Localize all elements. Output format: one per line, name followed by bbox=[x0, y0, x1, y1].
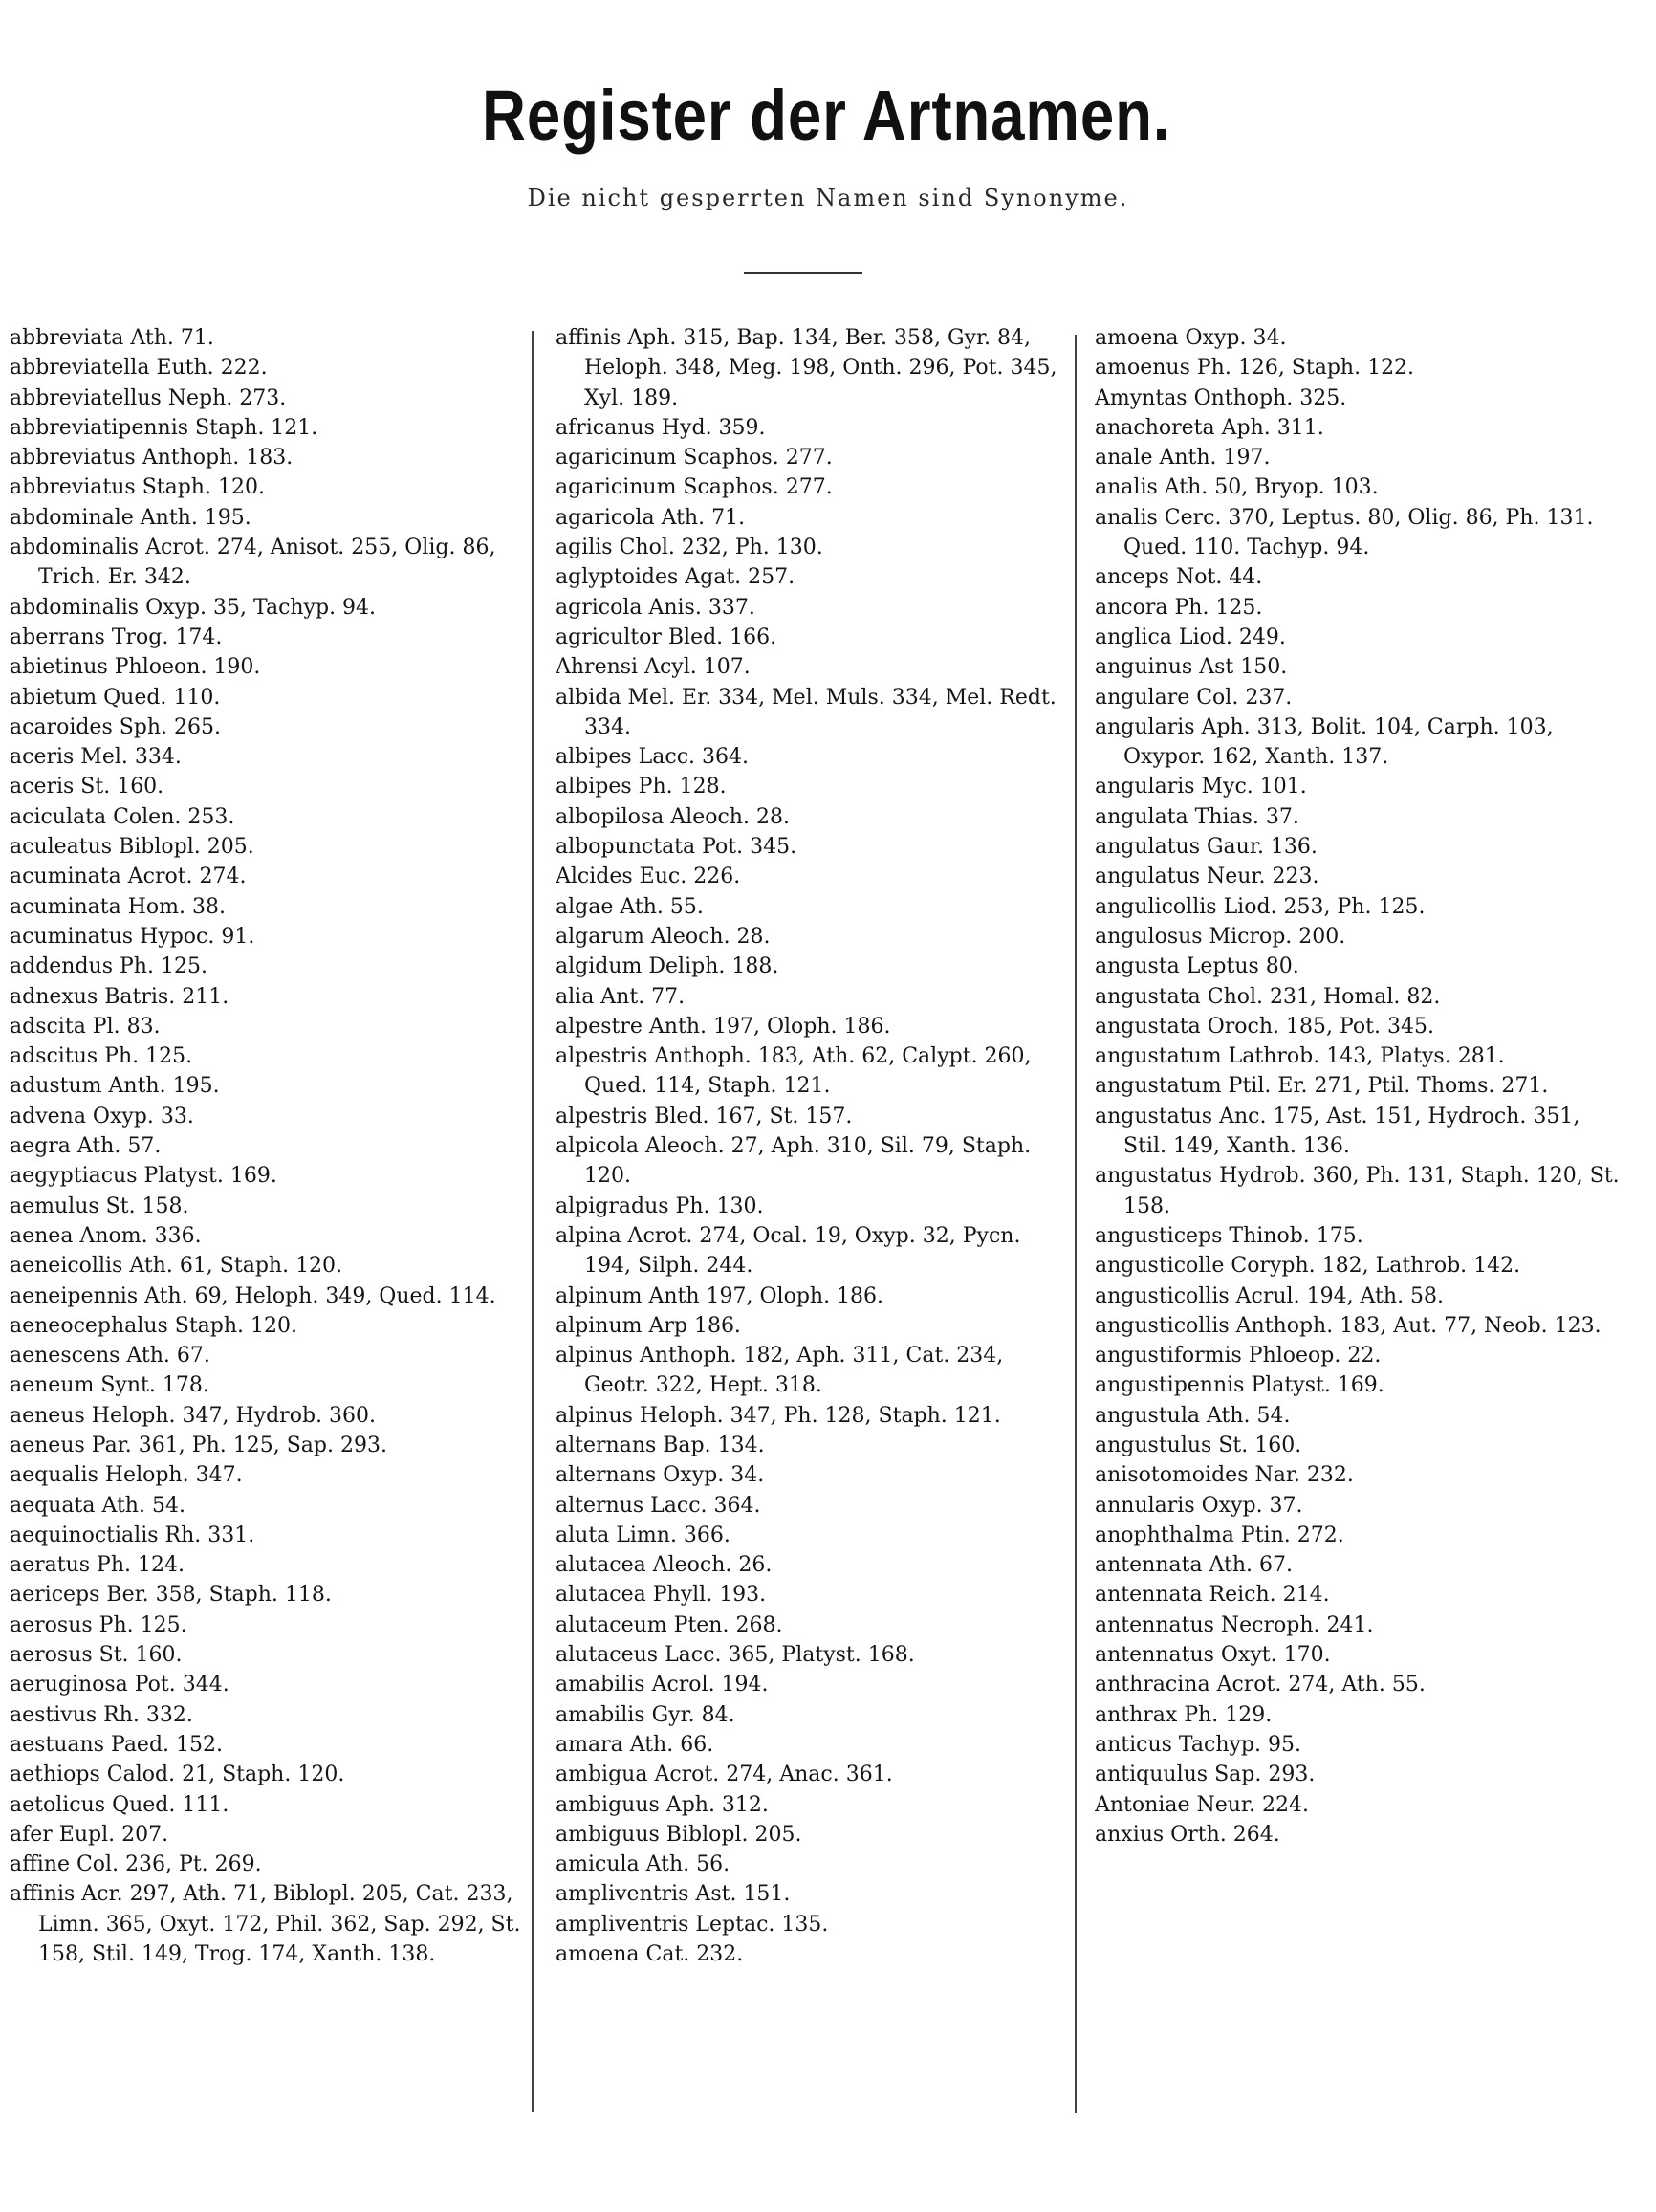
index-entry: angustipennis Platyst. 169. bbox=[1095, 1373, 1384, 1398]
index-entry: analis Ath. 50, Bryop. 103. bbox=[1095, 475, 1379, 500]
index-entry: alpina Acrot. 274, Ocal. 19, Oxyp. 32, Pycn. 194, Silph. 244. bbox=[556, 1223, 1021, 1279]
index-list-3 bbox=[1095, 323, 1621, 1850]
index-entry: Alcides Euc. 226. bbox=[556, 865, 741, 889]
index-entry: ambigua Acrot. 274, Anac. 361. bbox=[556, 1763, 893, 1787]
index-entry: acuminata Hom. 38. bbox=[10, 894, 227, 919]
index-entry: angusta Leptus 80. bbox=[1095, 954, 1299, 979]
index-entry: acuminatus Hypoc. 91. bbox=[10, 924, 255, 949]
index-entry: amoena Oxyp. 34. bbox=[1095, 326, 1287, 350]
index-entry: aeneocephalus Staph. 120. bbox=[10, 1313, 298, 1338]
index-column-1 bbox=[10, 323, 521, 2121]
index-entry: aeneus Heloph. 347, Hydrob. 360. bbox=[10, 1403, 376, 1428]
index-entry: angustatus Hydrob. 360, Ph. 131, Staph. 120, St. 158. bbox=[1095, 1164, 1620, 1218]
index-entry: alpinum Anth 197, Oloph. 186. bbox=[556, 1283, 884, 1308]
index-entry: angulatus Gaur. 136. bbox=[1095, 835, 1318, 860]
index-entry: abbreviatus Staph. 120. bbox=[10, 475, 265, 500]
index-entry: aestivus Rh. 332. bbox=[10, 1702, 193, 1727]
index-entry: anglica Liod. 249. bbox=[1095, 624, 1286, 649]
index-entry: amara Ath. 66. bbox=[556, 1732, 714, 1757]
index-entry: alternans Bap. 134. bbox=[556, 1433, 765, 1457]
index-entry: Ahrensi Acyl. 107. bbox=[556, 655, 751, 680]
index-entry: ambiguus Biblopl. 205. bbox=[556, 1822, 802, 1847]
index-entry: antiquulus Sap. 293. bbox=[1095, 1763, 1316, 1787]
index-entry: amoenus Ph. 126, Staph. 122. bbox=[1095, 356, 1415, 381]
index-entry: angulicollis Liod. 253, Ph. 125. bbox=[1095, 894, 1426, 919]
index-entry: anthracina Acrot. 274, Ath. 55. bbox=[1095, 1673, 1426, 1697]
index-entry: angusticolle Coryph. 182, Lathrob. 142. bbox=[1095, 1254, 1521, 1279]
index-entry: adscita Pl. 83. bbox=[10, 1014, 161, 1039]
index-entry: aeruginosa Pot. 344. bbox=[10, 1673, 229, 1697]
index-entry: abbreviatus Anthoph. 183. bbox=[10, 446, 294, 471]
index-entry: abbreviata Ath. 71. bbox=[10, 326, 214, 350]
index-entry: aenea Anom. 336. bbox=[10, 1223, 202, 1248]
index-entry: alternus Lacc. 364. bbox=[556, 1493, 761, 1518]
index-entry: angusticollis Acrul. 194, Ath. 58. bbox=[1095, 1283, 1445, 1308]
index-entry: aceris Mel. 334. bbox=[10, 745, 182, 770]
index-entry: ambiguus Aph. 312. bbox=[556, 1792, 769, 1817]
index-entry: ancora Ph. 125. bbox=[1095, 595, 1263, 620]
index-entry: aeneus Par. 361, Ph. 125, Sap. 293. bbox=[10, 1433, 387, 1457]
index-entry: aeneipennis Ath. 69, Heloph. 349, Qued. 114. bbox=[10, 1283, 496, 1308]
index-entry: anale Anth. 197. bbox=[1095, 446, 1271, 471]
index-entry: angulosus Microp. 200. bbox=[1095, 924, 1346, 949]
index-entry: abdominalis Oxyp. 35, Tachyp. 94. bbox=[10, 595, 377, 620]
index-entry: alpinus Heloph. 347, Ph. 128, Staph. 121. bbox=[556, 1403, 1001, 1428]
index-entry: aculeatus Biblopl. 205. bbox=[10, 835, 254, 860]
index-entry: amabilis Acrol. 194. bbox=[556, 1673, 769, 1697]
index-entry: aequalis Heloph. 347. bbox=[10, 1463, 243, 1488]
index-entry: agaricola Ath. 71. bbox=[556, 505, 746, 530]
index-entry: abbreviatellus Neph. 273. bbox=[10, 385, 287, 410]
index-entry: angulata Thias. 37. bbox=[1095, 804, 1299, 829]
index-entry: alpestris Anthoph. 183, Ath. 62, Calypt. 260, Qued. 114, Staph. 121. bbox=[556, 1044, 1032, 1099]
index-entry: advena Oxyp. 33. bbox=[10, 1104, 194, 1128]
index-entry: aenescens Ath. 67. bbox=[10, 1344, 210, 1369]
index-entry: alpestris Bled. 167, St. 157. bbox=[556, 1104, 853, 1128]
index-column-2 bbox=[556, 323, 1072, 2121]
index-entry: amoena Cat. 232. bbox=[556, 1942, 744, 1967]
index-entry: adnexus Batris. 211. bbox=[10, 984, 229, 1009]
index-entry: angularis Myc. 101. bbox=[1095, 775, 1307, 799]
column-divider-1 bbox=[532, 331, 534, 2112]
index-entry: albida Mel. Er. 334, Mel. Muls. 334, Mel. Redt. 334. bbox=[556, 685, 1057, 739]
title-divider bbox=[744, 272, 862, 274]
index-entry: aestuans Paed. 152. bbox=[10, 1732, 224, 1757]
index-entry: aethiops Calod. 21, Staph. 120. bbox=[10, 1763, 345, 1787]
index-entry: aegyptiacus Platyst. 169. bbox=[10, 1164, 277, 1189]
index-entry: anceps Not. 44. bbox=[1095, 565, 1263, 590]
index-entry: antennatus Oxyt. 170. bbox=[1095, 1643, 1331, 1668]
index-entry: aglyptoides Agat. 257. bbox=[556, 565, 795, 590]
index-entry: angulare Col. 237. bbox=[1095, 685, 1293, 710]
index-entry: amabilis Gyr. 84. bbox=[556, 1702, 735, 1727]
column-divider-2 bbox=[1075, 335, 1077, 2113]
index-entry: affinis Aph. 315, Bap. 134, Ber. 358, Gyr. 84, Heloph. 348, Meg. 198, Onth. 296, Pot. 345, Xyl. 189. bbox=[556, 326, 1057, 410]
index-entry: acuminata Acrot. 274. bbox=[10, 865, 247, 889]
index-entry: antennata Reich. 214. bbox=[1095, 1583, 1330, 1608]
index-column-3 bbox=[1095, 323, 1621, 2121]
index-entry: aberrans Trog. 174. bbox=[10, 624, 223, 649]
index-entry: aeneicollis Ath. 61, Staph. 120. bbox=[10, 1254, 343, 1279]
index-entry: alpinus Anthoph. 182, Aph. 311, Cat. 234, Geotr. 322, Hept. 318. bbox=[556, 1344, 1004, 1398]
index-entry: amicula Ath. 56. bbox=[556, 1852, 730, 1877]
index-entry: affine Col. 236, Pt. 269. bbox=[10, 1852, 262, 1877]
index-entry: algae Ath. 55. bbox=[556, 894, 704, 919]
index-entry: angulatus Neur. 223. bbox=[1095, 865, 1319, 889]
index-entry: alpestre Anth. 197, Oloph. 186. bbox=[556, 1014, 891, 1039]
index-entry: afer Eupl. 207. bbox=[10, 1822, 169, 1847]
index-entry: albipes Ph. 128. bbox=[556, 775, 727, 799]
index-entry: Amyntas Onthoph. 325. bbox=[1095, 385, 1347, 410]
index-entry: anthrax Ph. 129. bbox=[1095, 1702, 1273, 1727]
index-entry: acaroides Sph. 265. bbox=[10, 714, 222, 739]
index-list-2 bbox=[556, 323, 1072, 1969]
index-entry: angustiformis Phloeop. 22. bbox=[1095, 1344, 1382, 1369]
index-entry: agricultor Bled. 166. bbox=[556, 624, 777, 649]
index-entry: angustatum Ptil. Er. 271, Ptil. Thoms. 271. bbox=[1095, 1074, 1549, 1099]
index-list-1 bbox=[10, 323, 521, 1969]
index-entry: angustata Chol. 231, Homal. 82. bbox=[1095, 984, 1441, 1009]
index-entry: alutaceus Lacc. 365, Platyst. 168. bbox=[556, 1643, 915, 1668]
index-entry: aequinoctialis Rh. 331. bbox=[10, 1522, 255, 1547]
index-entry: aetolicus Qued. 111. bbox=[10, 1792, 229, 1817]
index-entry: aemulus St. 158. bbox=[10, 1194, 189, 1218]
index-entry: anxius Orth. 264. bbox=[1095, 1822, 1280, 1847]
index-entry: affinis Acr. 297, Ath. 71, Biblopl. 205, Cat. 233, Limn. 365, Oxyt. 172, Phil. 362, Sap. 292, St. 158, Stil. 149, Trog. 174, Xanth. 138. bbox=[10, 1882, 521, 1967]
index-entry: agaricinum Scaphos. 277. bbox=[556, 475, 833, 500]
index-entry: Antoniae Neur. 224. bbox=[1095, 1792, 1309, 1817]
index-entry: angustula Ath. 54. bbox=[1095, 1403, 1291, 1428]
page-subtitle: Die nicht gesperrten Namen sind Synonyme. bbox=[527, 185, 1129, 211]
index-entry: alpinum Arp 186. bbox=[556, 1313, 741, 1338]
index-entry: angularis Aph. 313, Bolit. 104, Carph. 103, Oxypor. 162, Xanth. 137. bbox=[1095, 714, 1554, 770]
index-entry: addendus Ph. 125. bbox=[10, 954, 207, 979]
index-entry: annularis Oxyp. 37. bbox=[1095, 1493, 1303, 1518]
index-entry: angustatus Anc. 175, Ast. 151, Hydroch. 351, Stil. 149, Xanth. 136. bbox=[1095, 1104, 1580, 1159]
index-entry: africanus Hyd. 359. bbox=[556, 415, 766, 440]
index-entry: albopilosa Aleoch. 28. bbox=[556, 804, 790, 829]
index-entry: aceris St. 160. bbox=[10, 775, 164, 799]
index-entry: agaricinum Scaphos. 277. bbox=[556, 446, 833, 471]
index-entry: ampliventris Leptac. 135. bbox=[556, 1912, 829, 1937]
page-title: Register der Artnamen. bbox=[482, 76, 1171, 155]
index-entry: anachoreta Aph. 311. bbox=[1095, 415, 1324, 440]
index-entry: algarum Aleoch. 28. bbox=[556, 924, 771, 949]
index-entry: adustum Anth. 195. bbox=[10, 1074, 220, 1099]
index-entry: angusticeps Thinob. 175. bbox=[1095, 1223, 1363, 1248]
index-entry: agricola Anis. 337. bbox=[556, 595, 755, 620]
index-entry: aciculata Colen. 253. bbox=[10, 804, 235, 829]
index-entry: aegra Ath. 57. bbox=[10, 1134, 162, 1159]
index-entry: alutacea Aleoch. 26. bbox=[556, 1553, 773, 1578]
index-entry: antennata Ath. 67. bbox=[1095, 1553, 1294, 1578]
index-entry: abdominalis Acrot. 274, Anisot. 255, Olig. 86, Trich. Er. 342. bbox=[10, 536, 496, 590]
index-entry: aerosus St. 160. bbox=[10, 1643, 183, 1668]
index-entry: anguinus Ast 150. bbox=[1095, 655, 1288, 680]
index-entry: aluta Limn. 366. bbox=[556, 1522, 730, 1547]
index-entry: alia Ant. 77. bbox=[556, 984, 686, 1009]
index-entry: abietum Qued. 110. bbox=[10, 685, 221, 710]
index-entry: ampliventris Ast. 151. bbox=[556, 1882, 791, 1907]
index-entry: abbreviatipennis Staph. 121. bbox=[10, 415, 318, 440]
index-entry: algidum Deliph. 188. bbox=[556, 954, 779, 979]
index-entry: angustata Oroch. 185, Pot. 345. bbox=[1095, 1014, 1434, 1039]
index-entry: aeratus Ph. 124. bbox=[10, 1553, 185, 1578]
index-entry: aeneum Synt. 178. bbox=[10, 1373, 209, 1398]
index-entry: abdominale Anth. 195. bbox=[10, 505, 251, 530]
index-entry: agilis Chol. 232, Ph. 130. bbox=[556, 536, 823, 560]
index-entry: alutacea Phyll. 193. bbox=[556, 1583, 767, 1608]
index-entry: anophthalma Ptin. 272. bbox=[1095, 1522, 1344, 1547]
index-entry: alutaceum Pten. 268. bbox=[556, 1612, 783, 1637]
index-entry: alternans Oxyp. 34. bbox=[556, 1463, 765, 1488]
index-entry: alpigradus Ph. 130. bbox=[556, 1194, 764, 1218]
index-entry: aequata Ath. 54. bbox=[10, 1493, 185, 1518]
index-entry: antennatus Necroph. 241. bbox=[1095, 1612, 1374, 1637]
index-entry: angustatum Lathrob. 143, Platys. 281. bbox=[1095, 1044, 1505, 1069]
index-entry: anisotomoides Nar. 232. bbox=[1095, 1463, 1354, 1488]
index-entry: anticus Tachyp. 95. bbox=[1095, 1732, 1301, 1757]
index-entry: aericeps Ber. 358, Staph. 118. bbox=[10, 1583, 332, 1608]
index-entry: angusticollis Anthoph. 183, Aut. 77, Neob. 123. bbox=[1095, 1313, 1602, 1338]
index-entry: albipes Lacc. 364. bbox=[556, 745, 749, 770]
index-entry: abbreviatella Euth. 222. bbox=[10, 356, 268, 381]
index-entry: analis Cerc. 370, Leptus. 80, Olig. 86, Ph. 131. Qued. 110. Tachyp. 94. bbox=[1095, 505, 1594, 560]
index-entry: albopunctata Pot. 345. bbox=[556, 835, 797, 860]
index-entry: alpicola Aleoch. 27, Aph. 310, Sil. 79, Staph. 120. bbox=[556, 1134, 1032, 1189]
index-entry: abietinus Phloeon. 190. bbox=[10, 655, 261, 680]
index-entry: aerosus Ph. 125. bbox=[10, 1612, 187, 1637]
index-entry: angustulus St. 160. bbox=[1095, 1433, 1302, 1457]
index-entry: adscitus Ph. 125. bbox=[10, 1044, 193, 1069]
